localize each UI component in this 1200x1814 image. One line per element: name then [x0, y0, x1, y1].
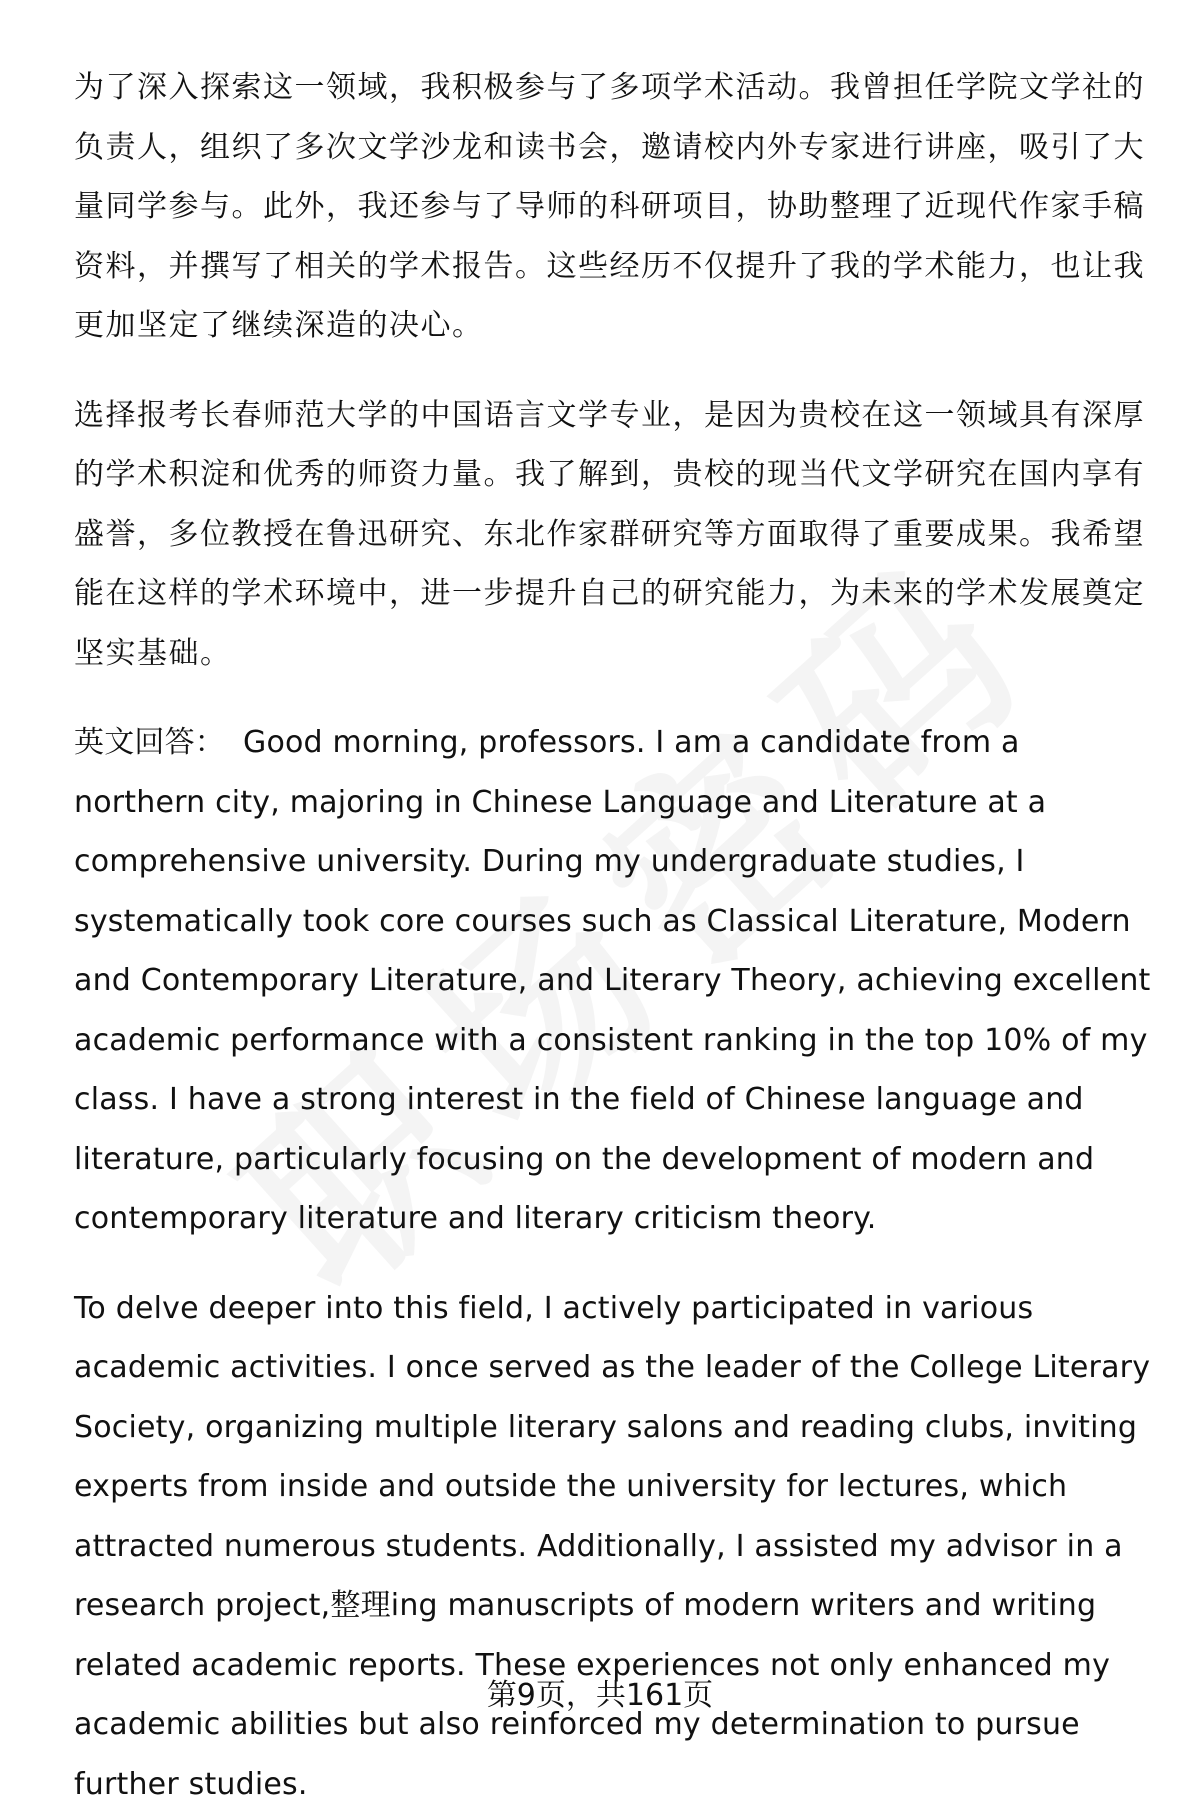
paragraph-cn-activities: 为了深入探索这一领域，我积极参与了多项学术活动。我曾担任学院文学社的负责人，组织了多次文学沙龙和读书会，邀请校内外专家进行讲座，吸引了大量同学参与。此外，我还参与了导师的科研项目，协助整理了近现代作家手稿资料，并撰写了相关的学术报告。这些经历不仅提升了我的学术能力，也让我更加坚定了继续深造的决心。	[74, 58, 1154, 356]
page-indicator: 第9页，共161页	[0, 1676, 1200, 1716]
english-answer-intro-text: Good morning, professors. I am a candidate from a northern city, majoring in Chinese Language and Literature at a comprehensive university. During my undergraduate studies, I systematically took core courses such as Classical Literature, Modern and Contemporary Literature, and Literary Theory, achieving excellent academic performance with a consistent ranking in the top 10% of my class. I have a strong interest in the field of Chinese language and literature, particularly focusing on the development of modern and contemporary literature and literary criticism theory.	[74, 725, 1151, 1236]
document-body	[74, 58, 1154, 1814]
paragraph-en-intro	[74, 713, 1154, 1249]
english-answer-label: 英文回答：	[74, 725, 225, 760]
paragraph-en-activities: To delve deeper into this field, I actively participated in various academic activities. I once served as the leader of the College Literary Society, organizing multiple literary salons and reading clubs, inviting experts from inside and outside the university for lectures, which attracted numerous students. Additionally, I assisted my advisor in a research project,整理ing manuscripts of modern writers and writing related academic reports. These experiences not only enhanced my academic abilities but also reinforced my determination to pursue further studies.	[74, 1279, 1154, 1814]
paragraph-cn-reason: 选择报考长春师范大学的中国语言文学专业，是因为贵校在这一领域具有深厚的学术积淀和优秀的师资力量。我了解到，贵校的现当代文学研究在国内享有盛誉，多位教授在鲁迅研究、东北作家群研究等方面取得了重要成果。我希望能在这样的学术环境中，进一步提升自己的研究能力，为未来的学术发展奠定坚实基础。	[74, 386, 1154, 684]
